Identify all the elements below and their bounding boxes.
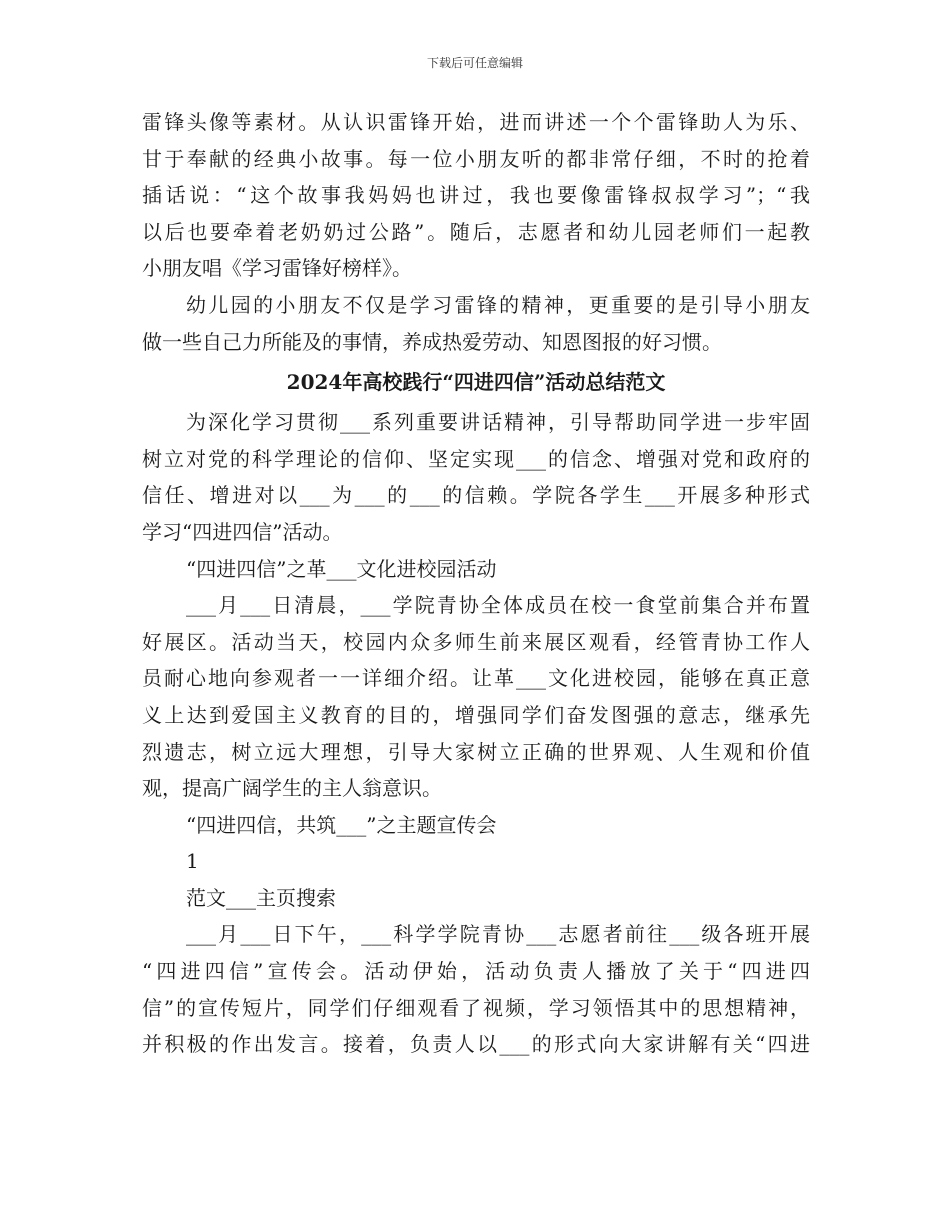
text-line: 烈遗志，树立远大理想，引导大家树立正确的世界观、人生观和价值 [142,739,810,764]
text-line: 做一些自己力所能及的事情，养成热爱劳动、知恩图报的好习惯。 [142,329,722,354]
text-line: 范文___主页搜索 [186,885,336,910]
text-line: “四进四信”宣传会。活动伊始，活动负责人播放了关于“四进四 [142,959,810,984]
text-line: 甘于奉献的经典小故事。每一位小朋友听的都非常仔细，不时的抢着 [142,146,810,171]
text-line: 观，提高广阔学生的主人翁意识。 [142,776,442,801]
text-line: 插话说：“这个故事我妈妈也讲过，我也要像雷锋叔叔学习”；“我 [142,183,810,208]
text-line: 1 [186,849,199,874]
text-line: 员耐心地向参观者一一详细介绍。让革___文化进校园，能够在真正意 [142,666,810,691]
text-line: 以后也要牵着老奶奶过公路”。随后，志愿者和幼儿园老师们一起教 [142,219,810,244]
document-body [142,104,810,1063]
text-line: 好展区。活动当天，校园内众多师生前来展区观看，经管青协工作人 [142,629,810,654]
text-line: “四进四信”之革___文化进校园活动 [186,556,497,581]
text-line: 信”的宣传短片，同学们仔细观看了视频，学习领悟其中的思想精神， [142,995,810,1020]
text-line: “四进四信，共筑___”之主题宣传会 [186,812,497,837]
text-line: 义上达到爱国主义教育的目的，增强同学们奋发图强的意志，继承先 [142,702,810,727]
text-line: 雷锋头像等素材。从认识雷锋开始，进而讲述一个个雷锋助人为乐、 [142,110,810,134]
text-line: ___月___日清晨，___学院青协全体成员在校一食堂前集合并布置 [186,593,810,618]
page-header-note: 下载后可任意编辑 [426,56,523,70]
text-line: 信任、增进对以___为___的___的信赖。学院各学生___开展多种形式 [142,483,810,508]
text-line: 树立对党的科学理论的信仰、坚定实现___的信念、增强对党和政府的 [142,446,810,471]
text-line: 为深化学习贯彻___系列重要讲话精神，引导帮助同学进一步牢固 [186,410,810,435]
text-line: 幼儿园的小朋友不仅是学习雷锋的精神，更重要的是引导小朋友 [186,292,810,317]
text-line: ___月___日下午，___科学学院青协___志愿者前往___级各班开展 [186,922,810,947]
section-title: 2024年高校践行“四进四信”活动总结范文 [286,370,666,395]
text-line: 学习“四进四信”活动。 [142,519,343,544]
text-line: 小朋友唱《学习雷锋好榜样》。 [142,256,412,281]
text-line: 并积极的作出发言。接着，负责人以___的形式向大家讲解有关“四进 [142,1032,810,1057]
